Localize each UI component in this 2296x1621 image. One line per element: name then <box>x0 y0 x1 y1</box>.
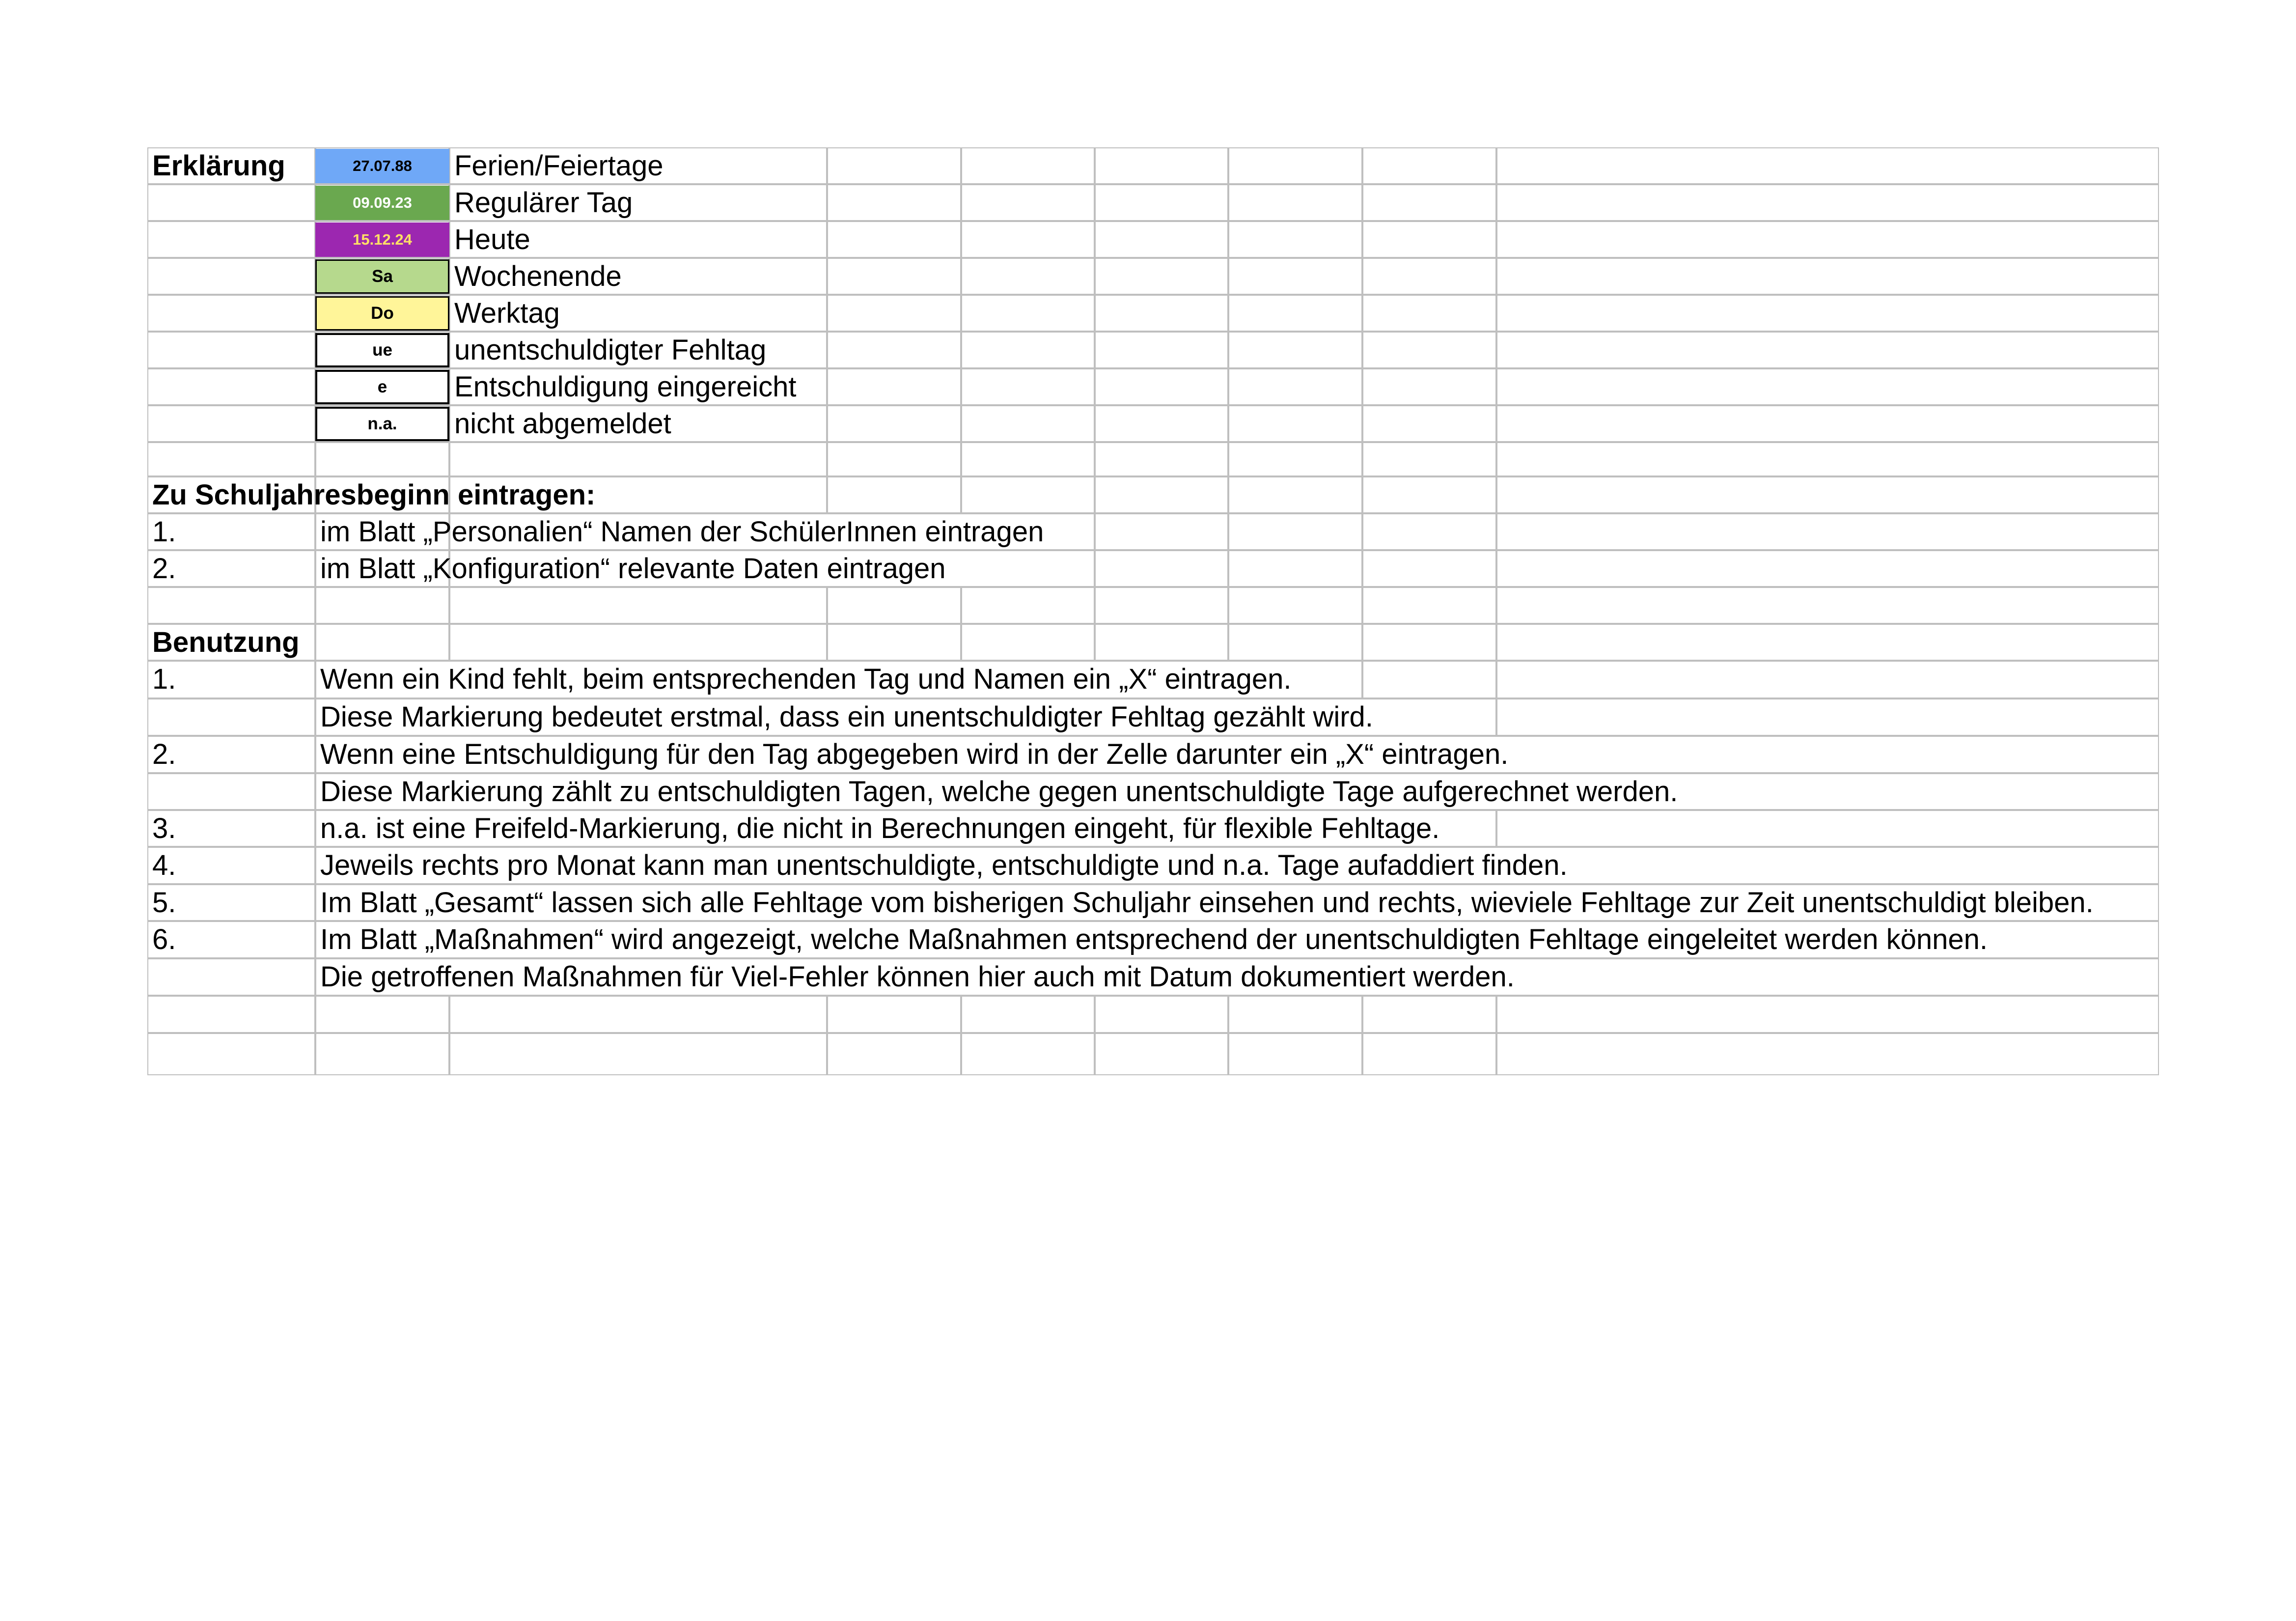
setup-step-text: im Blatt „Konfiguration“ relevante Daten eintragen <box>320 553 946 585</box>
usage-step-text: Jeweils rechts pro Monat kann man unentschuldigte, entschuldigte und n.a. Tage aufaddiert finden. <box>320 849 1568 881</box>
usage-step-text: Diese Markierung bedeutet erstmal, dass ein unentschuldigter Fehltag gezählt wird. <box>320 701 1373 733</box>
legend-label-holidays: Ferien/Feiertage <box>454 150 664 182</box>
legend-swatch-weekend[interactable]: Sa <box>315 259 449 294</box>
legend-swatch-regular-day[interactable]: 09.09.23 <box>315 186 449 220</box>
usage-step-text: Im Blatt „Gesamt“ lassen sich alle Fehltage vom bisherigen Schuljahr einsehen und rechts, wieviele Fehltage zur Zeit unentschuldigt bleiben. <box>320 887 2094 919</box>
legend-heading: Erklärung <box>152 150 285 182</box>
usage-step-number: 4. <box>152 849 176 881</box>
usage-step-text: Die getroffenen Maßnahmen für Viel-Fehler können hier auch mit Datum dokumentiert werden. <box>320 961 1515 993</box>
legend-swatch-holidays[interactable]: 27.07.88 <box>315 149 449 183</box>
setup-step-number: 2. <box>152 553 176 585</box>
usage-step-text: Wenn eine Entschuldigung für den Tag abgegeben wird in der Zelle darunter ein „X“ eintragen. <box>320 738 1509 770</box>
legend-swatch-not-reported[interactable]: n.a. <box>315 407 449 441</box>
legend-swatch-workday[interactable]: Do <box>315 296 449 331</box>
usage-step-number: 3. <box>152 812 176 844</box>
usage-step-number: 2. <box>152 738 176 770</box>
legend-swatch-excused[interactable]: e <box>315 370 449 404</box>
legend-label-regular-day: Regulärer Tag <box>454 187 633 219</box>
setup-heading: Zu Schuljahresbeginn eintragen: <box>152 479 596 511</box>
usage-heading: Benutzung <box>152 626 300 658</box>
usage-step-text: Im Blatt „Maßnahmen“ wird angezeigt, welche Maßnahmen entsprechend der unentschuldigten Fehltage eingeleitet werden können. <box>320 923 1988 955</box>
legend-label-weekend: Wochenende <box>454 260 622 292</box>
setup-step-text: im Blatt „Personalien“ Namen der SchülerInnen eintragen <box>320 516 1044 548</box>
usage-step-number: 1. <box>152 663 176 695</box>
setup-step-number: 1. <box>152 516 176 548</box>
usage-step-text: Wenn ein Kind fehlt, beim entsprechenden Tag und Namen ein „X“ eintragen. <box>320 663 1292 695</box>
usage-step-text: Diese Markierung zählt zu entschuldigten Tagen, welche gegen unentschuldigte Tage aufgerechnet werden. <box>320 776 1678 808</box>
legend-swatch-today[interactable]: 15.12.24 <box>315 223 449 257</box>
usage-step-number: 6. <box>152 923 176 955</box>
legend-label-today: Heute <box>454 224 530 255</box>
usage-step-text: n.a. ist eine Freifeld-Markierung, die nicht in Berechnungen eingeht, für flexible Fehltage. <box>320 812 1440 844</box>
legend-label-unexcused: unentschuldigter Fehltag <box>454 334 767 366</box>
legend-label-workday: Werktag <box>454 297 560 329</box>
legend-label-not-reported: nicht abgemeldet <box>454 408 671 440</box>
spreadsheet-page <box>147 147 2159 1075</box>
legend-swatch-unexcused[interactable]: ue <box>315 333 449 367</box>
usage-step-number: 5. <box>152 887 176 919</box>
legend-label-excused: Entschuldigung eingereicht <box>454 371 797 403</box>
